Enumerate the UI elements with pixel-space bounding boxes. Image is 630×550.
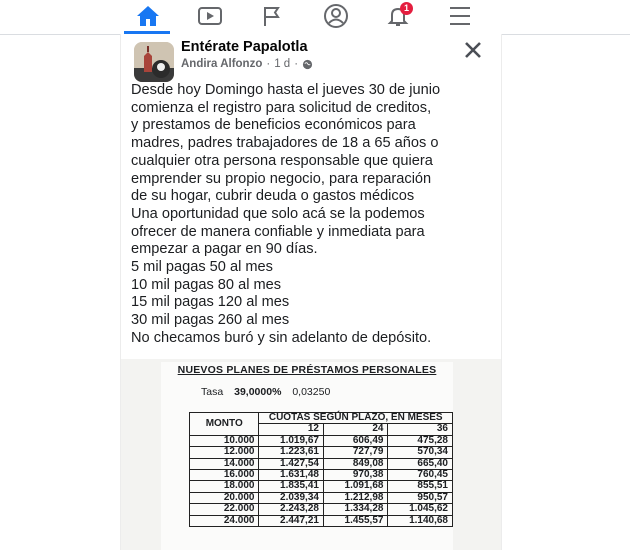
cuotas-header: CUOTAS SEGÚN PLAZO, EN MESES: [259, 413, 453, 424]
amount-cell: 16.000: [190, 470, 259, 481]
post-text-line: y prestamos de beneficios económicos para: [131, 117, 416, 134]
post-time[interactable]: 1 d: [274, 58, 291, 70]
installment-cell: 2.447,21: [259, 515, 324, 526]
post-text-line: 30 mil pagas 260 al mes: [131, 312, 290, 329]
installment-cell: 1.835,41: [259, 481, 324, 492]
amount-cell: 14.000: [190, 458, 259, 469]
plazo-header: 24: [323, 424, 388, 435]
installment-cell: 475,28: [388, 435, 453, 446]
post-text-line: Desde hoy Domingo hasta el jueves 30 de junio: [131, 82, 441, 98]
table-row: [190, 447, 453, 458]
installment-cell: 606,49: [323, 435, 388, 446]
post-text-line: de su hogar, cubrir deuda o gastos médicos: [131, 188, 415, 205]
close-icon[interactable]: [461, 38, 485, 62]
installment-cell: 1.223,61: [259, 447, 324, 458]
pages-flag-icon[interactable]: [250, 0, 294, 32]
installment-cell: 570,34: [388, 447, 453, 458]
author-name[interactable]: Andira Alfonzo: [181, 58, 263, 70]
menu-hamburger-icon[interactable]: [438, 0, 482, 32]
installment-cell: 727,79: [323, 447, 388, 458]
rate-value: 39,0000%: [234, 386, 282, 398]
table-row: [190, 492, 453, 503]
plazo-header: 12: [259, 424, 324, 435]
rate-factor: 0,03250: [292, 386, 331, 398]
home-icon[interactable]: [126, 0, 170, 32]
amount-cell: 22.000: [190, 504, 259, 515]
loan-table: [189, 412, 453, 527]
table-row: [190, 515, 453, 526]
post-text-line: 5 mil pagas 50 al mes: [131, 259, 273, 276]
notifications-bell-icon[interactable]: [376, 0, 420, 32]
post-text-line: emprender su propio negocio, para reparación: [131, 170, 432, 187]
notifications-badge: 1: [400, 2, 413, 15]
installment-cell: 1.091,68: [323, 481, 388, 492]
rate-label: Tasa: [201, 386, 224, 398]
post-text-line: No checamos buró y sin adelanto de depósito.: [131, 329, 432, 346]
meta-separator: ·: [266, 58, 271, 70]
post-text-line: 10 mil pagas 80 al mes: [131, 276, 282, 293]
post-text-line: comienza el registro para solicitud de creditos,: [131, 99, 432, 116]
meta-separator-2: ·: [294, 58, 299, 70]
watch-video-icon[interactable]: [188, 0, 232, 32]
installment-cell: 665,40: [388, 458, 453, 469]
installment-cell: 1.019,67: [259, 435, 324, 446]
post-text-line: Una oportunidad que solo acá se la podemos: [131, 205, 425, 222]
table-row: [190, 435, 453, 446]
post-text: [131, 82, 501, 348]
amount-cell: 20.000: [190, 492, 259, 503]
amount-cell: 24.000: [190, 515, 259, 526]
amount-cell: 12.000: [190, 447, 259, 458]
installment-cell: 1.212,98: [323, 492, 388, 503]
top-navigation-bar: [0, 0, 630, 35]
table-row: [190, 470, 453, 481]
post-text-line: madres, padres trabajadores de 18 a 65 años o: [131, 135, 439, 152]
post-text-line: 15 mil pagas 120 al mes: [131, 294, 290, 311]
sheet-title: NUEVOS PLANES DE PRÉSTAMOS PERSONALES: [177, 364, 437, 376]
installment-cell: 2.243,28: [259, 504, 324, 515]
plazo-header: 36: [388, 424, 453, 435]
installment-cell: 1.334,28: [323, 504, 388, 515]
installment-cell: 1.631,48: [259, 470, 324, 481]
installment-cell: 1.140,68: [388, 515, 453, 526]
loan-table-sheet: [161, 362, 453, 550]
installment-cell: 1.045,62: [388, 504, 453, 515]
post-photo[interactable]: [121, 359, 501, 550]
monto-header: MONTO: [190, 413, 259, 436]
installment-cell: 2.039,34: [259, 492, 324, 503]
installment-cell: 760,45: [388, 470, 453, 481]
installment-cell: 1.455,57: [323, 515, 388, 526]
page-avatar[interactable]: [134, 42, 174, 82]
table-row: [190, 504, 453, 515]
rate-row: [201, 386, 338, 398]
post-text-line: empezar a pagar en 90 días.: [131, 241, 318, 258]
table-row: [190, 458, 453, 469]
post-meta: [181, 58, 313, 70]
installment-cell: 970,38: [323, 470, 388, 481]
amount-cell: 10.000: [190, 435, 259, 446]
public-globe-icon: [302, 59, 313, 70]
profile-icon[interactable]: [314, 0, 358, 32]
post-text-line: cualquier otra persona responsable que quiera: [131, 152, 433, 169]
post-text-line: ofrecer de manera confiable y inmediata para: [131, 223, 425, 240]
amount-cell: 18.000: [190, 481, 259, 492]
installment-cell: 1.427,54: [259, 458, 324, 469]
installment-cell: 855,51: [388, 481, 453, 492]
post-card: [120, 34, 502, 550]
page-name[interactable]: Entérate Papalotla: [181, 39, 308, 55]
table-row: [190, 481, 453, 492]
installment-cell: 950,57: [388, 492, 453, 503]
installment-cell: 849,08: [323, 458, 388, 469]
